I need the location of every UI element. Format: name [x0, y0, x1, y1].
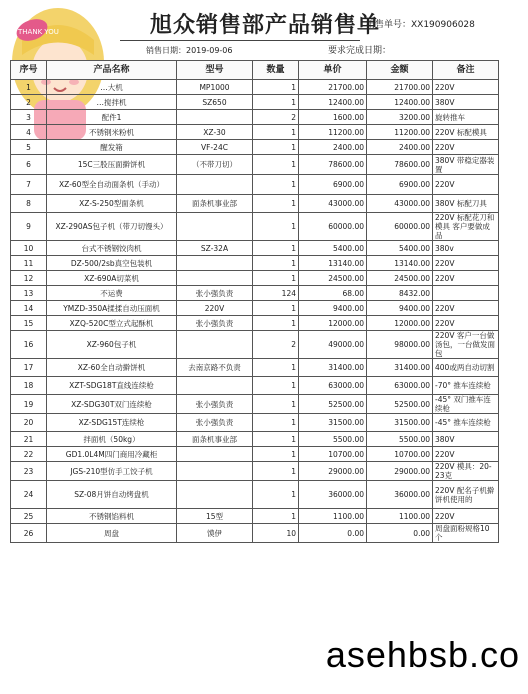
note-cell: -70° 推车连续枪	[433, 377, 499, 395]
unit-price-cell: 10700.00	[299, 447, 367, 462]
unit-price-cell: 36000.00	[299, 481, 367, 509]
unit-price-cell: 21700.00	[299, 80, 367, 95]
unit-price-cell: 12400.00	[299, 95, 367, 110]
note-cell: 220V	[433, 301, 499, 316]
amount-cell: 2400.00	[367, 140, 433, 155]
model-cell	[177, 481, 253, 509]
amount-cell: 31400.00	[367, 359, 433, 377]
model-cell: 张小强负责	[177, 316, 253, 331]
amount-cell: 29000.00	[367, 462, 433, 481]
note-cell: 220V	[433, 80, 499, 95]
row-no-cell: 16	[11, 331, 47, 359]
model-cell: 馍伊	[177, 524, 253, 543]
note-cell: 220V	[433, 175, 499, 195]
row-no-cell: 4	[11, 125, 47, 140]
unit-price-cell: 6900.00	[299, 175, 367, 195]
row-no-cell: 3	[11, 110, 47, 125]
unit-price-cell: 12000.00	[299, 316, 367, 331]
amount-cell: 3200.00	[367, 110, 433, 125]
table-row	[11, 524, 499, 543]
note-cell: 220V 标配花刀和模具 客户要做成品	[433, 213, 499, 241]
note-cell: 220V 客户一台做汤包，一台做发面包	[433, 331, 499, 359]
quantity-cell: 1	[253, 271, 299, 286]
watermark-text: asehbsb.co	[325, 634, 520, 675]
row-no-cell: 24	[11, 481, 47, 509]
amount-cell: 0.00	[367, 524, 433, 543]
quantity-cell: 1	[253, 509, 299, 524]
table-row	[11, 125, 499, 140]
col-header-qty: 数量	[253, 61, 299, 80]
note-cell: 220V	[433, 509, 499, 524]
model-cell	[177, 447, 253, 462]
product-name-cell: SZ-08月饼自动烤盘机	[47, 481, 177, 509]
sales-table	[10, 60, 499, 543]
unit-price-cell: 78600.00	[299, 155, 367, 175]
unit-price-cell: 43000.00	[299, 195, 367, 213]
table-row	[11, 432, 499, 447]
note-cell: 220V	[433, 316, 499, 331]
model-cell	[177, 213, 253, 241]
unit-price-cell: 52500.00	[299, 395, 367, 414]
table-row	[11, 110, 499, 125]
unit-price-cell: 68.00	[299, 286, 367, 301]
note-cell: 220V 配名子机擀饼机使用的	[433, 481, 499, 509]
model-cell	[177, 256, 253, 271]
model-cell: MP1000	[177, 80, 253, 95]
table-row	[11, 395, 499, 414]
order-number: 销售单号：XX190906028	[366, 20, 475, 30]
amount-cell: 5500.00	[367, 432, 433, 447]
unit-price-cell: 9400.00	[299, 301, 367, 316]
row-no-cell: 18	[11, 377, 47, 395]
product-name-cell: XZ-SDG15T连续枪	[47, 414, 177, 432]
quantity-cell: 1	[253, 155, 299, 175]
quantity-cell: 1	[253, 414, 299, 432]
note-cell: 380V 标配刀具	[433, 195, 499, 213]
sale-date: 销售日期：2019-09-06	[146, 46, 233, 55]
model-cell: 220V	[177, 301, 253, 316]
quantity-cell: 1	[253, 377, 299, 395]
quantity-cell: 1	[253, 395, 299, 414]
product-name-cell: GD1.0L4M四门商用冷藏柜	[47, 447, 177, 462]
model-cell	[177, 271, 253, 286]
model-cell: SZ-32A	[177, 241, 253, 256]
product-name-cell: XZ-960包子机	[47, 331, 177, 359]
row-no-cell: 2	[11, 95, 47, 110]
thank-you-badge: THANK YOU	[18, 28, 59, 36]
product-name-cell: 拌面机（50kg）	[47, 432, 177, 447]
table-row	[11, 271, 499, 286]
product-name-cell: XZ-SDG30T双门连续枪	[47, 395, 177, 414]
amount-cell: 98000.00	[367, 331, 433, 359]
unit-price-cell: 1100.00	[299, 509, 367, 524]
col-header-amount: 金额	[367, 61, 433, 80]
model-cell	[177, 462, 253, 481]
note-cell: 220V	[433, 447, 499, 462]
quantity-cell: 1	[253, 432, 299, 447]
row-no-cell: 23	[11, 462, 47, 481]
row-no-cell: 13	[11, 286, 47, 301]
amount-cell: 21700.00	[367, 80, 433, 95]
note-cell: 220V 模具：20-23克	[433, 462, 499, 481]
quantity-cell: 1	[253, 462, 299, 481]
col-header-no: 序号	[11, 61, 47, 80]
note-cell: 旋转推车	[433, 110, 499, 125]
product-name-cell: 周盘	[47, 524, 177, 543]
product-name-cell: 15C三股压面擀饼机	[47, 155, 177, 175]
quantity-cell: 1	[253, 125, 299, 140]
quantity-cell: 2	[253, 110, 299, 125]
model-cell: 张小强负责	[177, 286, 253, 301]
quantity-cell: 1	[253, 213, 299, 241]
product-name-cell: XZ-290AS包子机（带刀切馒头）	[47, 213, 177, 241]
row-no-cell: 9	[11, 213, 47, 241]
model-cell: 面条机事业部	[177, 432, 253, 447]
model-cell: XZ-30	[177, 125, 253, 140]
model-cell: VF-24C	[177, 140, 253, 155]
quantity-cell: 1	[253, 241, 299, 256]
quantity-cell: 1	[253, 80, 299, 95]
product-name-cell: 台式不锈钢饺肉机	[47, 241, 177, 256]
note-cell	[433, 286, 499, 301]
row-no-cell: 10	[11, 241, 47, 256]
amount-cell: 13140.00	[367, 256, 433, 271]
model-cell	[177, 110, 253, 125]
product-name-cell: 醒发箱	[47, 140, 177, 155]
row-no-cell: 14	[11, 301, 47, 316]
unit-price-cell: 2400.00	[299, 140, 367, 155]
note-cell: 220V	[433, 140, 499, 155]
model-cell: 15型	[177, 509, 253, 524]
amount-cell: 8432.00	[367, 286, 433, 301]
note-cell: 周盘面粉规格10个	[433, 524, 499, 543]
product-name-cell: JGS-210型仿手工饺子机	[47, 462, 177, 481]
amount-cell: 5400.00	[367, 241, 433, 256]
row-no-cell: 20	[11, 414, 47, 432]
model-cell: （不带刀切）	[177, 155, 253, 175]
table-row	[11, 331, 499, 359]
product-name-cell: XZT-SDG18T直线连续枪	[47, 377, 177, 395]
row-no-cell: 7	[11, 175, 47, 195]
table-row	[11, 256, 499, 271]
quantity-cell: 10	[253, 524, 299, 543]
amount-cell: 11200.00	[367, 125, 433, 140]
table-row	[11, 481, 499, 509]
unit-price-cell: 29000.00	[299, 462, 367, 481]
note-cell: -45° 推车连续枪	[433, 414, 499, 432]
amount-cell: 1100.00	[367, 509, 433, 524]
quantity-cell: 124	[253, 286, 299, 301]
quantity-cell: 1	[253, 140, 299, 155]
amount-cell: 24500.00	[367, 271, 433, 286]
amount-cell: 9400.00	[367, 301, 433, 316]
model-cell: 张小强负责	[177, 414, 253, 432]
product-name-cell: …搅拌机	[47, 95, 177, 110]
unit-price-cell: 5400.00	[299, 241, 367, 256]
model-cell	[177, 175, 253, 195]
product-name-cell: DZ-500/2sb真空包装机	[47, 256, 177, 271]
row-no-cell: 5	[11, 140, 47, 155]
note-cell: 220V	[433, 256, 499, 271]
product-name-cell: 不锈钢馅料机	[47, 509, 177, 524]
product-name-cell: YMZD-350A揉揉自动压面机	[47, 301, 177, 316]
unit-price-cell: 31400.00	[299, 359, 367, 377]
table-row	[11, 377, 499, 395]
unit-price-cell: 5500.00	[299, 432, 367, 447]
amount-cell: 78600.00	[367, 155, 433, 175]
row-no-cell: 26	[11, 524, 47, 543]
table-row	[11, 140, 499, 155]
amount-cell: 31500.00	[367, 414, 433, 432]
table-row	[11, 359, 499, 377]
note-cell: 400或两自动切割	[433, 359, 499, 377]
unit-price-cell: 24500.00	[299, 271, 367, 286]
note-cell: 380V	[433, 95, 499, 110]
table-row	[11, 80, 499, 95]
note-cell: 220V 标配模具	[433, 125, 499, 140]
col-header-name: 产品名称	[47, 61, 177, 80]
unit-price-cell: 11200.00	[299, 125, 367, 140]
model-cell: 张小强负责	[177, 395, 253, 414]
row-no-cell: 19	[11, 395, 47, 414]
table-row	[11, 447, 499, 462]
quantity-cell: 1	[253, 481, 299, 509]
product-name-cell: …大机	[47, 80, 177, 95]
quantity-cell: 1	[253, 256, 299, 271]
unit-price-cell: 31500.00	[299, 414, 367, 432]
unit-price-cell: 13140.00	[299, 256, 367, 271]
unit-price-cell: 0.00	[299, 524, 367, 543]
row-no-cell: 12	[11, 271, 47, 286]
product-name-cell: XZQ-520C型立式起酥机	[47, 316, 177, 331]
amount-cell: 43000.00	[367, 195, 433, 213]
table-row	[11, 155, 499, 175]
table-row	[11, 509, 499, 524]
table-row	[11, 462, 499, 481]
table-row	[11, 213, 499, 241]
quantity-cell: 1	[253, 301, 299, 316]
unit-price-cell: 60000.00	[299, 213, 367, 241]
row-no-cell: 25	[11, 509, 47, 524]
quantity-cell: 1	[253, 447, 299, 462]
quantity-cell: 1	[253, 95, 299, 110]
col-header-note: 备注	[433, 61, 499, 80]
title-underline	[120, 40, 360, 41]
amount-cell: 52500.00	[367, 395, 433, 414]
unit-price-cell: 49000.00	[299, 331, 367, 359]
model-cell: 去南京路不负责	[177, 359, 253, 377]
row-no-cell: 21	[11, 432, 47, 447]
table-row	[11, 175, 499, 195]
amount-cell: 10700.00	[367, 447, 433, 462]
product-name-cell: XZ-60型全自动面条机（手动）	[47, 175, 177, 195]
row-no-cell: 15	[11, 316, 47, 331]
table-row	[11, 241, 499, 256]
row-no-cell: 8	[11, 195, 47, 213]
quantity-cell: 1	[253, 359, 299, 377]
unit-price-cell: 1600.00	[299, 110, 367, 125]
document-title: 旭众销售部产品销售单	[150, 13, 381, 38]
amount-cell: 36000.00	[367, 481, 433, 509]
col-header-price: 单价	[299, 61, 367, 80]
model-cell	[177, 331, 253, 359]
table-row	[11, 316, 499, 331]
amount-cell: 63000.00	[367, 377, 433, 395]
row-no-cell: 11	[11, 256, 47, 271]
quantity-cell: 1	[253, 195, 299, 213]
note-cell: -45° 双门推车连续枪	[433, 395, 499, 414]
row-no-cell: 6	[11, 155, 47, 175]
note-cell: 380V 带稳定器装置	[433, 155, 499, 175]
row-no-cell: 1	[11, 80, 47, 95]
amount-cell: 60000.00	[367, 213, 433, 241]
product-name-cell: XZ-S-250型面条机	[47, 195, 177, 213]
note-cell: 380v	[433, 241, 499, 256]
note-cell: 220V	[433, 271, 499, 286]
product-name-cell: XZ-690A切菜机	[47, 271, 177, 286]
quantity-cell: 1	[253, 175, 299, 195]
row-no-cell: 22	[11, 447, 47, 462]
table-row	[11, 195, 499, 213]
amount-cell: 6900.00	[367, 175, 433, 195]
model-cell: SZ650	[177, 95, 253, 110]
table-row	[11, 286, 499, 301]
table-row	[11, 301, 499, 316]
amount-cell: 12000.00	[367, 316, 433, 331]
note-cell: 380V	[433, 432, 499, 447]
table-header-row	[11, 61, 499, 80]
table-row	[11, 414, 499, 432]
product-name-cell: XZ-60全自动擀饼机	[47, 359, 177, 377]
quantity-cell: 2	[253, 331, 299, 359]
model-cell	[177, 377, 253, 395]
model-cell: 面条机事业部	[177, 195, 253, 213]
product-name-cell: 不运费	[47, 286, 177, 301]
row-no-cell: 17	[11, 359, 47, 377]
quantity-cell: 1	[253, 316, 299, 331]
unit-price-cell: 63000.00	[299, 377, 367, 395]
due-date-label: 要求完成日期：	[328, 46, 392, 56]
col-header-model: 型号	[177, 61, 253, 80]
product-name-cell: 不锈钢米粉机	[47, 125, 177, 140]
product-name-cell: 配件1	[47, 110, 177, 125]
table-row	[11, 95, 499, 110]
amount-cell: 12400.00	[367, 95, 433, 110]
